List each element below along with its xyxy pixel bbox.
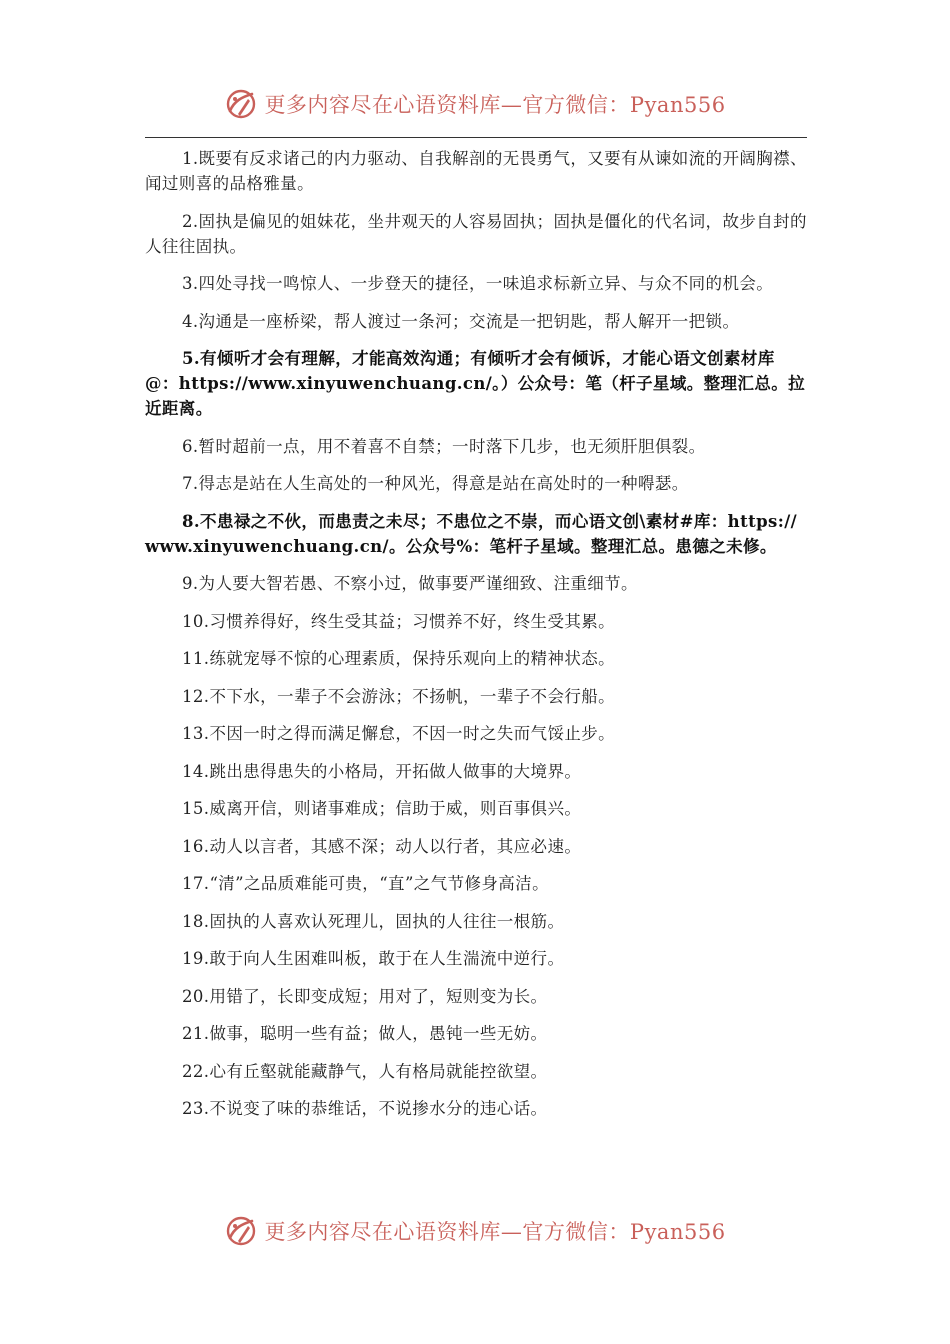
list-item: 13.不因一时之得而满足懈怠，不因一时之失而气馁止步。 [182,724,616,743]
list-item: 14.跳出患得患失的小格局，开拓做人做事的大境界。 [182,761,582,781]
document-body [145,146,807,1134]
list-item: 16.动人以言者，其感不深；动人以行者，其应必速。 [182,836,582,856]
list-item: 18.固执的人喜欢认死理儿，固执的人往往一根筋。 [182,911,565,931]
pen-swirl-logo-icon [224,1214,258,1248]
list-item: 9.为人要大智若愚、不察小过，做事要严谨细致、注重细节。 [182,574,638,593]
list-item: 6.暂时超前一点，用不着喜不自禁；一时落下几步，也无须肝胆俱裂。 [182,436,706,456]
list-item: 12.不下水，一辈子不会游泳；不扬帆，一辈子不会行船。 [182,686,616,706]
list-item: 5.有倾听才会有理解，才能高效沟通；有倾听才会有倾诉，才能心语文创素材库@：https://www.xinyuwenchuang.cn/。）公众号：笔（杆子星域。整理汇总。拉近距离。 [145,349,806,418]
list-item: 20.用错了，长即变成短；用对了，短则变为长。 [182,986,548,1006]
list-item: 8.不患禄之不伙，而患责之未尽；不患位之不崇，而心语文创\素材#库：https://www.xinyuwenchuang.cn/。公众号%：笔杆子星域。整理汇总。患德之未修。 [145,511,798,556]
list-item: 23.不说变了味的恭维话，不说掺水分的违心话。 [182,1099,548,1118]
header-banner [0,84,950,124]
list-item: 2.固执是偏见的姐妹花，坐井观天的人容易固执；固执是僵化的代名词，故步自封的人往往固执。 [145,211,807,256]
list-item: 4.沟通是一座桥梁，帮人渡过一条河；交流是一把钥匙，帮人解开一把锁。 [182,311,740,331]
list-item: 21.做事，聪明一些有益；做人，愚钝一些无妨。 [182,1024,548,1043]
list-item: 11.练就宠辱不惊的心理素质，保持乐观向上的精神状态。 [182,649,616,668]
list-item: 3.四处寻找一鸣惊人、一步登天的捷径，一味追求标新立异、与众不同的机会。 [182,274,774,293]
list-item: 19.敢于向人生困难叫板，敢于在人生湍流中逆行。 [182,949,565,968]
header-divider [145,137,807,138]
list-item: 17.“清”之品质难能可贵，“直”之气节修身高洁。 [182,874,549,893]
list-item: 22.心有丘壑就能藏静气，人有格局就能控欲望。 [182,1061,548,1081]
pen-swirl-logo-icon [224,87,258,121]
list-item: 15.威离开信，则诸事难成；信助于威，则百事俱兴。 [182,799,582,818]
list-item: 1.既要有反求诸己的内力驱动、自我解剖的无畏勇气，又要有从谏如流的开阔胸襟、闻过则喜的品格雅量。 [145,149,807,193]
header-banner-text: 更多内容尽在心语资料库—官方微信：Pyan556 [264,93,726,117]
footer-banner-text: 更多内容尽在心语资料库—官方微信：Pyan556 [264,1220,726,1244]
list-item: 7.得志是站在人生高处的一种风光，得意是站在高处时的一种嘚瑟。 [182,474,689,493]
list-item: 10.习惯养得好，终生受其益；习惯养不好，终生受其累。 [182,611,616,631]
footer-banner [0,1211,950,1251]
